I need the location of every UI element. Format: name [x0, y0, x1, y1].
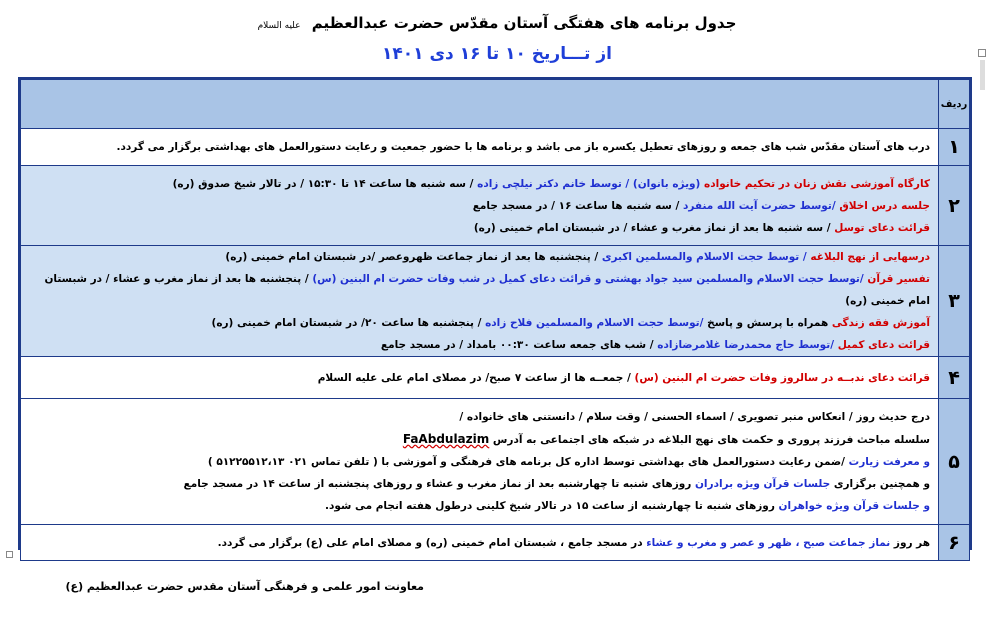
- row-number-header: ردیف: [939, 80, 970, 129]
- header-content-cell: [21, 80, 939, 129]
- program-title: قرائت دعای توسل: [834, 221, 930, 234]
- program-title: کارگاه آموزشی نقش زنان در تحکیم خانواده: [704, 177, 930, 190]
- program-time: / سه شنبه ها ساعت ۱۶ / در مسجد جامع: [472, 199, 680, 212]
- row-line: [29, 312, 930, 334]
- row-line: [29, 173, 930, 195]
- program-title: آموزش فقه زندگی: [831, 317, 930, 329]
- program-speaker: / توسط حجت الاسلام والمسلمین اکبری: [601, 251, 807, 263]
- row-line: [29, 451, 930, 473]
- program-time: / سه شنبه ها بعد از نماز مغرب و عشاء / در شبستان امام خمینی (ره): [473, 221, 831, 234]
- row-line: [29, 473, 930, 495]
- row-number: ۱: [939, 129, 970, 166]
- program-speaker: /توسط حاج محمدرضا غلامرضازاده: [657, 339, 835, 351]
- program-time: روزهای شنبه تا چهارشنبه بعد از نماز مغرب و عشاء و روزهای پنجشنبه از ساعت ۱۴ در مسجد جامع: [183, 478, 692, 490]
- row-number: ۳: [939, 246, 970, 357]
- row-line: [29, 268, 930, 312]
- schedule-table-frame: [18, 77, 972, 554]
- row-content: [21, 399, 939, 525]
- program-time: در مسجد جامع ، شبستان امام خمینی (ره) و مصلای امام علی (ع) برگزار می گردد.: [217, 536, 643, 549]
- table-row: [21, 399, 970, 525]
- program-title: جلسه درس اخلاق: [839, 199, 930, 212]
- table-row: [21, 129, 970, 166]
- footer-signature: معاونت امور علمی و فرهنگی آستان مقدس حضرت عبدالعظیم (ع): [65, 580, 424, 593]
- row-content: [21, 166, 939, 246]
- program-title: قرائت دعای ندبــه در سالروز وفات حضرت ام البنین (س): [634, 371, 930, 384]
- row-content: [21, 525, 939, 561]
- row-line: درج حدیث روز / انعکاس منبر تصویری / اسماء الحسنی / وقت سلام / دانستنی های خانواده /: [459, 411, 930, 423]
- table-row: [21, 357, 970, 399]
- program-time: / جمعــه ها از ساعت ۷ صبح/ در مصلای امام علی علیه السلام: [317, 371, 631, 384]
- program-note: /ضمن رعایت دستورالعمل های بهداشتی توسط اداره کل برنامه های فرهنگی و آموزشی با ( تلفن تماس ۰۲۱ ۵۱۲۲۵۵۱۲،۱۳ ): [207, 456, 846, 468]
- program-note: همراه با پرسش و پاسخ: [707, 317, 829, 329]
- table-header-row: [21, 80, 970, 129]
- row-number: ۴: [939, 357, 970, 399]
- program-title: جلسات قرآن ویژه برادران: [694, 478, 831, 490]
- row-line: [29, 334, 930, 356]
- row-text: و همچنین برگزاری: [833, 478, 930, 490]
- row-text: هر روز: [893, 536, 930, 549]
- row-content: [21, 246, 939, 357]
- date-range: از تـــاریخ ۱۰ تا ۱۶ دی ۱۴۰۱: [382, 44, 612, 64]
- program-title: درسهایی از نهج البلاغه: [810, 251, 930, 263]
- program-speaker: /توسط حضرت آیت الله منفرد: [683, 199, 836, 212]
- program-speaker: /توسط حجت الاسلام والمسلمین فلاح زاده: [485, 317, 704, 329]
- row-content: [21, 129, 939, 166]
- document-title: [0, 14, 994, 32]
- table-row: [21, 246, 970, 357]
- row-line: [29, 195, 930, 217]
- program-title: و جلسات قرآن ویژه خواهران: [778, 500, 930, 512]
- program-time: / پنجشنبه ها بعد از نماز جماعت ظهروعصر /در شبستان امام خمینی (ره): [225, 251, 599, 263]
- row-number: ۵: [939, 399, 970, 525]
- program-speaker: /توسط حجت الاسلام والمسلمین سید جواد بهشتی و قرائت دعای کمیل در شب وفات حضرت ام البنین (س): [312, 273, 864, 285]
- program-title: نماز جماعت صبح ، ظهر و عصر و مغرب و عشاء: [646, 536, 891, 549]
- social-handle: FaAbdulazim: [402, 432, 490, 446]
- program-time: / سه شنبه ها ساعت ۱۴ تا ۱۵:۳۰ / در تالار شیخ صدوق (ره): [172, 177, 474, 190]
- program-title: و معرفت زیارت: [848, 456, 930, 468]
- title-suffix: علیه السلام: [257, 21, 301, 31]
- row-number: ۶: [939, 525, 970, 561]
- program-time: / پنجشنبه ها بعد از نماز مغرب و عشاء / در شبستان امام خمینی (ره): [44, 273, 930, 307]
- program-title: قرائت دعای کمیل: [837, 339, 930, 351]
- row-line: [29, 428, 930, 451]
- program-speaker: (ویژه بانوان) / توسط خانم دکتر نیلچی زاده: [477, 177, 701, 190]
- title-text: جدول برنامه های هفتگی آستان مقدّس حضرت عبدالعظیم: [311, 14, 737, 32]
- table-row: [21, 525, 970, 561]
- program-time: / شب های جمعه ساعت ۰۰:۳۰ بامداد / در مسجد جامع: [380, 339, 654, 351]
- row-line: [29, 246, 930, 268]
- program-time: روزهای شنبه تا چهارشنبه از ساعت ۱۵ در تالار شیخ کلینی درطول هفته انجام می شود.: [325, 500, 775, 512]
- schedule-table: [20, 79, 970, 561]
- program-time: / پنجشنبه ها ساعت ۲۰/ در شبستان امام خمینی (ره): [211, 317, 482, 329]
- program-title: تفسیر قرآن: [867, 273, 930, 285]
- row-content: [21, 357, 939, 399]
- table-row: [21, 166, 970, 246]
- scrollbar[interactable]: [980, 60, 985, 90]
- row-number: ۲: [939, 166, 970, 246]
- row-text: درب های آستان مقدّس شب های جمعه و روزهای تعطیل یکسره باز می باشد و برنامه ها با حضور جمعیت و رعایت دستورالعمل های بهداشتی برگزار می گردد.: [116, 141, 930, 153]
- row-line: [29, 217, 930, 239]
- resize-handle[interactable]: [978, 49, 986, 57]
- row-line: [29, 495, 930, 517]
- row-text: سلسله مباحث فرزند پروری و حکمت های نهج البلاغه در شبکه های اجتماعی به آدرس: [492, 434, 930, 446]
- table-move-handle[interactable]: [6, 551, 13, 558]
